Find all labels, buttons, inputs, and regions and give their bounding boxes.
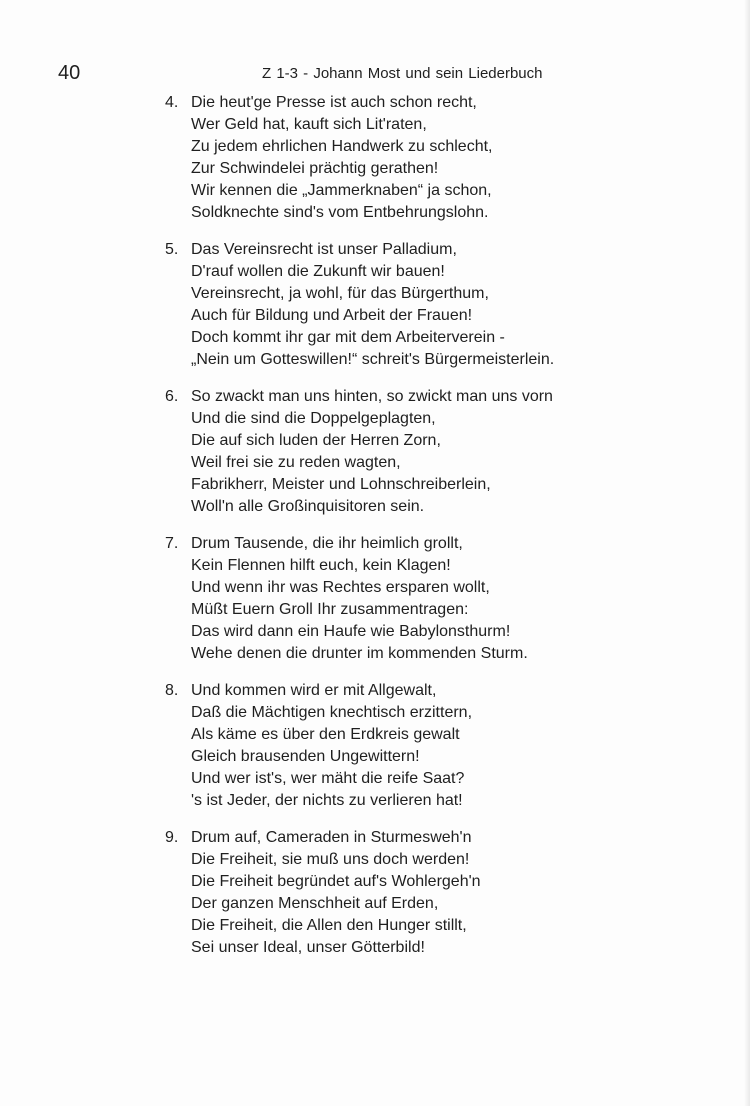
stanza-lines: [191, 92, 492, 224]
page-edge-shadow: [744, 0, 750, 1106]
poem-line: Wir kennen die „Jammerknaben“ ja schon,: [191, 182, 492, 199]
poem-line: Und kommen wird er mit Allgewalt,: [191, 682, 437, 699]
poem-line: Die auf sich luden der Herren Zorn,: [191, 432, 441, 449]
poem-line: Wehe denen die drunter im kommenden Sturm.: [191, 645, 528, 662]
stanza-lines: [191, 239, 554, 371]
poem-line: Drum Tausende, die ihr heimlich grollt,: [191, 535, 463, 552]
poem-line: Zu jedem ehrlichen Handwerk zu schlecht,: [191, 138, 493, 155]
poem-line: Die Freiheit, die Allen den Hunger stillt,: [191, 917, 467, 934]
poem-line: Daß die Mächtigen knechtisch erzittern,: [191, 704, 473, 721]
poem-line: Und wer ist's, wer mäht die reife Saat?: [191, 770, 465, 787]
stanza-number: 6.: [165, 388, 179, 405]
stanza-number: 5.: [165, 241, 179, 258]
poem-line: Fabrikherr, Meister und Lohnschreiberlein,: [191, 476, 491, 493]
poem-line: Und die sind die Doppelgeplagten,: [191, 410, 436, 427]
stanza-6: [0, 386, 750, 533]
poem-line: Müßt Euern Groll Ihr zusammentragen:: [191, 601, 469, 618]
poem-line: Auch für Bildung und Arbeit der Frauen!: [191, 307, 473, 324]
poem-line: Doch kommt ihr gar mit dem Arbeiterverein -: [191, 329, 505, 346]
poem-line: Weil frei sie zu reden wagten,: [191, 454, 401, 471]
poem-line: Der ganzen Menschheit auf Erden,: [191, 895, 439, 912]
stanza-lines: [191, 533, 528, 665]
poem-line: Die heut'ge Presse ist auch schon recht,: [191, 94, 477, 111]
stanza-lines: [191, 680, 472, 812]
poem-line: Die Freiheit begründet auf's Wohlergeh'n: [191, 873, 481, 890]
poem-line: Wer Geld hat, kauft sich Lit'raten,: [191, 116, 427, 133]
stanza-number: 9.: [165, 829, 179, 846]
poem-line: Zur Schwindelei prächtig gerathen!: [191, 160, 439, 177]
stanza-number: 7.: [165, 535, 179, 552]
poem-line: Als käme es über den Erdkreis gewalt: [191, 726, 460, 743]
poem-line: D'rauf wollen die Zukunft wir bauen!: [191, 263, 445, 280]
poem-line: Das wird dann ein Haufe wie Babylonsthurm!: [191, 623, 511, 640]
stanza-8: [0, 680, 750, 827]
poem-line: Das Vereinsrecht ist unser Palladium,: [191, 241, 457, 258]
stanza-9: [0, 827, 750, 974]
poem-line: Woll'n alle Großinquisitoren sein.: [191, 498, 425, 515]
poem-line: Vereinsrecht, ja wohl, für das Bürgerthum,: [191, 285, 489, 302]
poem-line: „Nein um Gotteswillen!“ schreit's Bürgermeisterlein.: [191, 351, 555, 368]
stanza-7: [0, 533, 750, 680]
poem-line: Soldknechte sind's vom Entbehrungslohn.: [191, 204, 489, 221]
page-number: 40: [58, 62, 81, 84]
poem-line: Sei unser Ideal, unser Götterbild!: [191, 939, 425, 956]
poem-line: Die Freiheit, sie muß uns doch werden!: [191, 851, 470, 868]
stanza-number: 8.: [165, 682, 179, 699]
stanza-4: [0, 92, 750, 239]
running-header: Z 1-3 - Johann Most und sein Liederbuch: [262, 65, 543, 82]
stanza-lines: [191, 827, 481, 959]
poem-line: Und wenn ihr was Rechtes ersparen wollt,: [191, 579, 490, 596]
poem-line: Gleich brausenden Ungewittern!: [191, 748, 420, 765]
poem-line: So zwackt man uns hinten, so zwickt man uns vorn: [191, 388, 553, 405]
stanza-lines: [191, 386, 553, 518]
stanza-5: [0, 239, 750, 386]
poem-body: [0, 92, 750, 974]
poem-line: Kein Flennen hilft euch, kein Klagen!: [191, 557, 451, 574]
poem-line: Drum auf, Cameraden in Sturmesweh'n: [191, 829, 472, 846]
stanza-number: 4.: [165, 94, 179, 111]
poem-line: 's ist Jeder, der nichts zu verlieren hat!: [191, 792, 463, 809]
